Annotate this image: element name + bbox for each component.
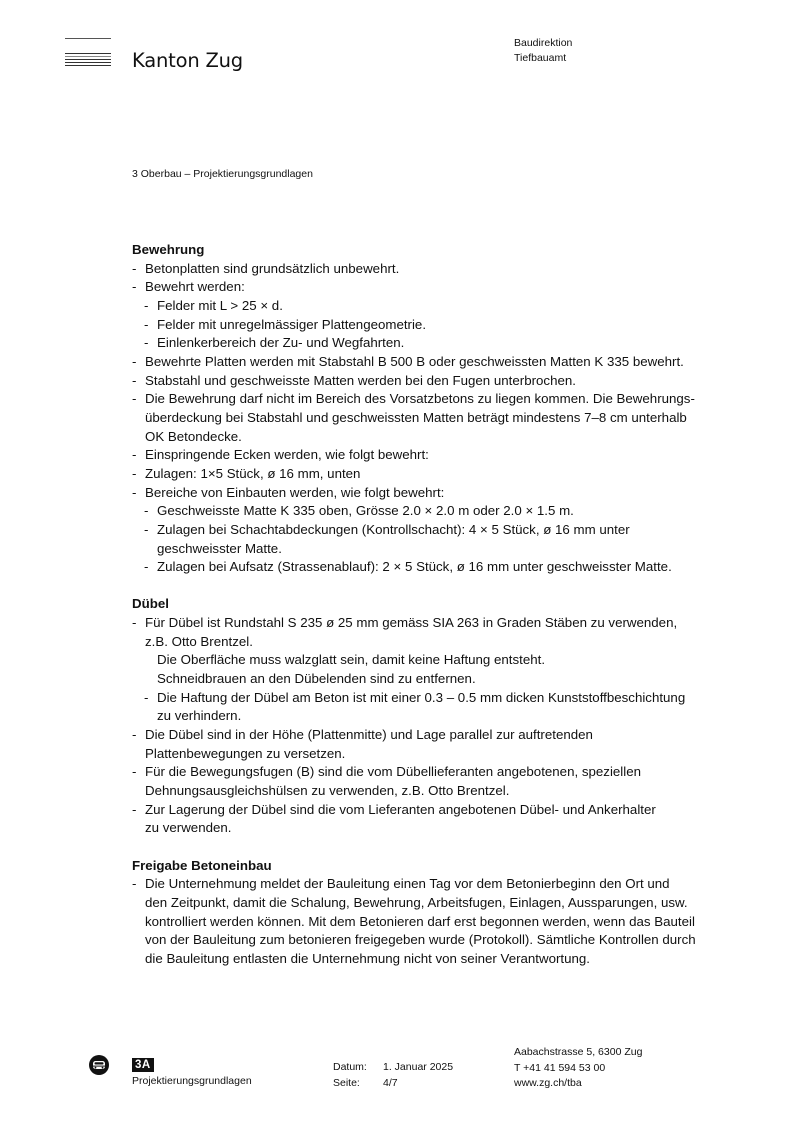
list-item	[132, 726, 742, 763]
text-line: Die Unternehmung meldet der Bauleitung einen Tag vor dem Betonierbeginn den Ort und	[145, 876, 670, 892]
text-line: Felder mit unregelmässiger Plattengeometrie.	[157, 316, 427, 332]
list-marker: -	[132, 727, 137, 743]
text-line: Für die Bewegungsfugen (B) sind die vom Dübellieferanten angebotenen, speziellen	[145, 764, 641, 780]
department-name: Baudirektion	[514, 37, 573, 49]
text-line: Zulagen: 1×5 Stück, ø 16 mm, unten	[145, 465, 361, 481]
list-item	[132, 801, 742, 838]
department-block	[514, 36, 572, 66]
date-label: Datum:	[333, 1061, 367, 1073]
list-item	[132, 260, 742, 279]
car-front-icon	[88, 1054, 110, 1076]
document-body	[132, 241, 742, 987]
text-line: Stabstahl und geschweisste Matten werden bei den Fugen unterbrochen.	[145, 372, 576, 388]
list-marker: -	[132, 764, 137, 780]
website-link[interactable]: www.zg.ch/tba	[514, 1077, 582, 1089]
list-item	[132, 278, 742, 297]
text-line: kontrolliert werden können. Mit dem Betonieren darf erst begonnen werden, wenn das Bauteil	[145, 913, 695, 929]
list-marker: -	[132, 279, 137, 295]
page-value: 4/7	[383, 1076, 398, 1089]
text-line: zu verhindern.	[157, 708, 242, 724]
page-label: Seite:	[333, 1076, 360, 1089]
text-line: Plattenbewegungen zu versetzen.	[145, 745, 346, 761]
list-marker: -	[132, 465, 137, 481]
section-heading: Freigabe Betoneinbau	[132, 857, 272, 873]
contact-block	[514, 1045, 642, 1092]
list-marker: -	[132, 391, 137, 407]
document-type: Projektierungsgrundlagen	[132, 1075, 252, 1087]
sub-list-item	[132, 689, 742, 726]
date-value: 1. Januar 2025	[383, 1061, 454, 1073]
sub-list-item	[132, 297, 742, 316]
text-line: von der Bauleitung zum betonieren freigegeben wurde (Protokoll). Sämtliche Kontrollen durch	[145, 932, 696, 948]
section-heading: Bewehrung	[132, 242, 205, 257]
sub-list-item	[132, 558, 742, 577]
list-item	[132, 763, 742, 800]
list-marker: -	[132, 484, 137, 500]
text-line: zu verwenden.	[145, 820, 232, 836]
text-line: die Bauleitung entlasten die Unternehmung nicht von seiner Verantwortung.	[145, 950, 590, 966]
list-item	[132, 353, 742, 372]
list-marker: -	[144, 503, 149, 519]
list-marker: -	[132, 260, 137, 276]
list-marker: -	[132, 876, 137, 892]
list-marker: -	[144, 559, 149, 575]
list-marker: -	[132, 801, 137, 817]
section-heading: Dübel	[132, 596, 169, 612]
list-item	[132, 446, 742, 465]
text-line: Bewehrte Platten werden mit Stabstahl B 500 B oder geschweissten Matten K 335 bewehrt.	[145, 353, 684, 369]
address: Aabachstrasse 5, 6300 Zug	[514, 1046, 643, 1058]
list-item	[132, 484, 742, 503]
document-meta	[333, 1060, 453, 1091]
list-marker: -	[132, 353, 137, 369]
text-line: Zulagen bei Schachtabdeckungen (Kontrollschacht): 4 × 5 Stück, ø 16 mm unter	[157, 521, 630, 537]
running-title: 3 Oberbau – Projektierungsgrundlagen	[132, 168, 313, 180]
list-marker: -	[144, 297, 149, 313]
list-marker: -	[144, 521, 149, 537]
text-line: überdeckung bei Stabstahl und geschweissten Matten beträgt mindestens 7–8 cm unterhalb	[145, 409, 687, 425]
list-item	[132, 614, 742, 651]
sub-list-item	[132, 502, 742, 521]
text-line: Die Oberfläche muss walzglatt sein, damit keine Haftung entsteht.	[157, 652, 546, 668]
text-line: Bereiche von Einbauten werden, wie folgt bewehrt:	[145, 484, 445, 500]
list-item	[132, 875, 742, 968]
text-line: Dehnungsausgleichshülsen zu verwenden, z.B. Otto Brentzel.	[145, 783, 510, 799]
text-line: Einspringende Ecken werden, wie folgt bewehrt:	[145, 447, 429, 463]
text-line: OK Betondecke.	[145, 428, 242, 444]
text-line: Felder mit L > 25 × d.	[157, 297, 283, 313]
list-marker: -	[144, 316, 149, 332]
list-marker: -	[132, 615, 137, 631]
section	[132, 595, 742, 838]
text-line: Die Haftung der Dübel am Beton ist mit einer 0.3 – 0.5 mm dicken Kunststoffbeschichtung	[157, 689, 686, 705]
list-marker: -	[132, 447, 137, 463]
list-marker: -	[132, 372, 137, 388]
text-line: Für Dübel ist Rundstahl S 235 ø 25 mm gemäss SIA 263 in Graden Stäben zu verwenden,	[145, 615, 678, 631]
list-marker: -	[144, 335, 149, 351]
text-line: z.B. Otto Brentzel.	[145, 633, 253, 649]
text-line: Schneidbrauen an den Dübelenden sind zu entfernen.	[157, 671, 476, 687]
text-line: Betonplatten sind grundsätzlich unbewehrt.	[145, 260, 400, 276]
sub-list-item	[132, 334, 742, 353]
phone: T +41 41 594 53 00	[514, 1061, 606, 1074]
list-marker: -	[144, 689, 149, 705]
text-line: Geschweisste Matte K 335 oben, Grösse 2.0 × 2.0 m oder 2.0 × 1.5 m.	[157, 503, 574, 519]
text-line: Einlenkerbereich der Zu- und Wegfahrten.	[157, 335, 405, 351]
brand-name: Kanton Zug	[132, 49, 243, 72]
sub-list-item	[132, 316, 742, 335]
list-item	[132, 372, 742, 391]
sub-list-item	[132, 521, 742, 558]
list-continuation	[132, 651, 742, 688]
list-item	[132, 465, 742, 484]
text-line: Zulagen bei Aufsatz (Strassenablauf): 2 × 5 Stück, ø 16 mm unter geschweisster Matte.	[157, 559, 672, 575]
text-line: geschweisster Matte.	[157, 540, 282, 556]
text-line: Die Dübel sind in der Höhe (Plattenmitte) und Lage parallel zur auftretenden	[145, 727, 593, 743]
section	[132, 241, 742, 577]
office-name: Tiefbauamt	[514, 52, 567, 64]
section	[132, 857, 742, 969]
text-line: Zur Lagerung der Dübel sind die vom Lieferanten angebotenen Dübel- und Ankerhalter	[145, 801, 656, 817]
text-line: den Zeitpunkt, damit die Schalung, Bewehrung, Arbeitsfugen, Einlagen, Aussparungen, usw.	[145, 894, 688, 910]
text-line: Die Bewehrung darf nicht im Bereich des Vorsatzbetons zu liegen kommen. Die Bewehrungs-	[145, 391, 695, 407]
chapter-badge: 3A	[132, 1058, 154, 1072]
text-line: Bewehrt werden:	[145, 279, 245, 295]
list-item	[132, 390, 742, 446]
